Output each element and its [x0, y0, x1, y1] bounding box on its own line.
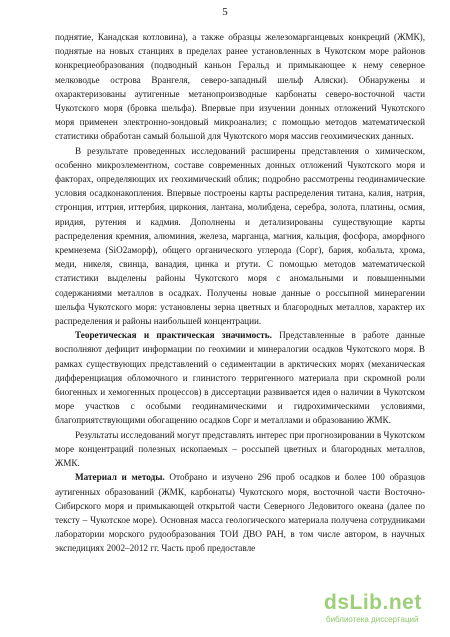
paragraph-methods — [55, 470, 425, 555]
paragraph-text: Результаты исследований могут представлять интерес при прогнозировании в Чукотском море концентраций полезных ископаемых – россыпей цветных и благородных металлов, ЖМК. — [55, 429, 425, 469]
paragraph-significance — [55, 328, 425, 427]
dslib-watermark — [324, 591, 436, 627]
watermark-logo: dsLib.net — [324, 591, 422, 614]
page-number: 5 — [222, 6, 228, 18]
paragraph-results — [55, 144, 425, 329]
document-body — [55, 30, 425, 556]
paragraph-prospects — [55, 428, 425, 471]
watermark-tagline: библиотека диссертаций — [326, 615, 419, 624]
paragraph-text: Отобрано и изучено 296 проб осадков и более 100 образцов аутигенных образований (ЖМК, карбонаты) Чукотского моря, восточной части Восточно-Сибирского моря и примыкающей открытой части Северного Ледовитого океана (далее по тексту – Чукотское море). Основная масса геологического материала получена сотрудниками лаборатории морского рудообразования ТОИ ДВО РАН, в том числе автором, в научных экспедициях 2002–2012 гг. Часть проб предоставле — [55, 472, 425, 554]
section-heading-significance: Теоретическая и практическая значимость. — [75, 330, 272, 341]
paragraph-text: В результате проведенных исследований расширены представления о химическом, особенно микроэлементном, составе современных донных отложений Чукотского моря и факторах, определяющих их геохимический облик; подробно рассмотрены геодинамические условия осадконакопления. Впервые построены карты распределения титана, калия, натрия, стронция, иттрия, иттербия, циркония, лантана, молибдена, серебра, золота, платины, осмия, иридия, рутения и кадмия. Дополнены и детализированы существующие карты распределения кремния, алюминия, железа, марганца, магния, кальция, фосфора, аморфного кремнезема (SiO2аморф), общего органического углерода (Сорг), бария, кобальта, хрома, меди, никеля, свинца, ванадия, цинка и ртути. С помощью методов математической статистики выделены районы Чукотского моря с аномальными и повышенными содержаниями металлов в осадках. Получены новые данные о россыпной минерагении шельфа Чукотского моря: установлены зерна цветных и благородных металлов, характер их распределения и районы наибольшей концентрации. — [55, 145, 425, 327]
paragraph-intro — [55, 30, 425, 144]
paragraph-text: поднятие, Канадская котловина), а также образцы железомарганцевых конкреций (ЖМК), поднятые на новых станциях в пределах ранее установленных в Чукотском море районов конкрециеобразования (подводный каньон Геральд и примыкающее к нему северное мелководье острова Врангеля, северо-западный шельф Аляски). Обнаружены и охарактеризованы аутигенные метанопроизводные карбонаты северо-восточной части Чукотского моря (бровка шельфа). Впервые при изучении донных отложений Чукотского моря применен электронно-зондовый микроанализ; с помощью методов математической статистики обработан самый большой для Чукотского моря массив геохимических данных. — [55, 32, 425, 142]
paragraph-text: Представленные в работе данные восполняют дефицит информации по геохимии и минералогии осадков Чукотского моря. В рамках существующих представлений о седиментации в арктических морях (механическая дифференциация обломочного и глинистого терригенного материала при скромной роли биогенных и хемогенных процессов) в диссертации развивается идея о наличии в Чукотском море участков с особыми геодинамическими и гидрохимическими условиями, благоприятствующими обогащению осадков Сорг и металлами и образованию ЖМК. — [55, 330, 425, 426]
section-heading-methods: Материал и методы. — [75, 472, 165, 483]
